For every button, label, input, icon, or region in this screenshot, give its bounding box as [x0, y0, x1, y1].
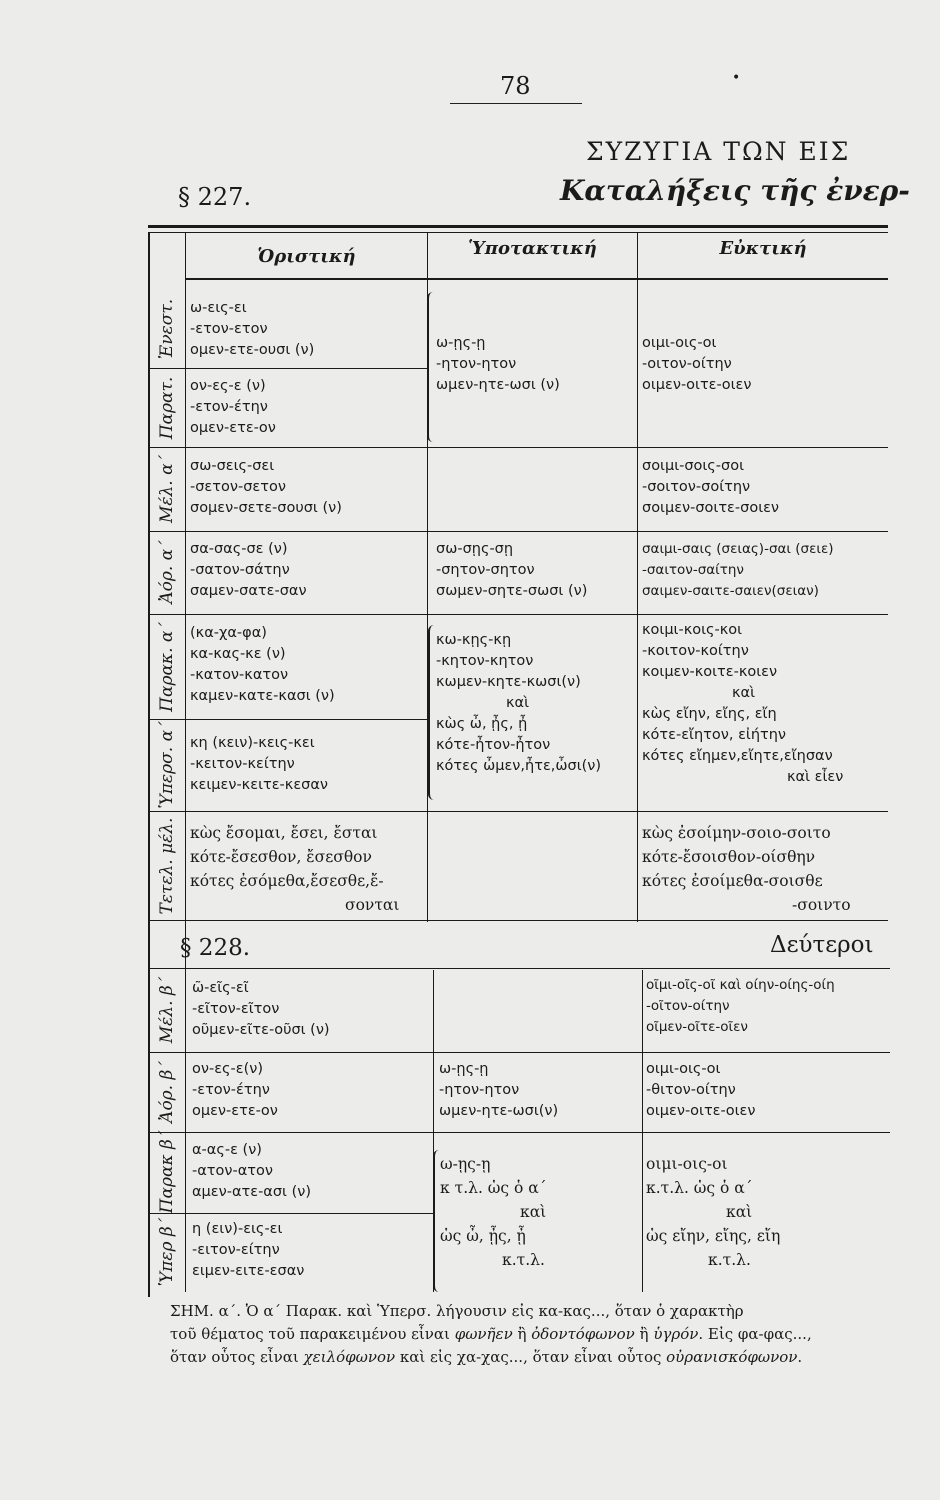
form: σομεν-σετε-σουσι (ν): [190, 500, 342, 516]
form: κη (κειν)-κεις-κει: [190, 735, 315, 751]
form: κὼς ἐσοίμην-σοιο-σοιτο: [642, 824, 831, 842]
row-label-perfect-b: Παρακ β΄: [157, 1130, 177, 1214]
cell-aorist-a-indicative: [190, 539, 307, 602]
form: -κατον-κατον: [190, 667, 289, 683]
form: ω-ῃς-ῃ: [436, 335, 486, 351]
form: κὼς ἔσομαι, ἔσει, ἔσται: [190, 824, 378, 842]
form: σωμεν-σητε-σωσι (ν): [436, 583, 588, 599]
form: ομεν-ετε-ον: [190, 420, 276, 436]
form: ω-εις-ει: [190, 300, 247, 316]
row-separator: [150, 614, 888, 615]
form: -σητον-σητον: [436, 562, 535, 578]
form: -ητον-ητον: [436, 356, 517, 372]
form: -ατον-ατον: [192, 1163, 273, 1179]
form: ομεν-ετε-ον: [192, 1103, 278, 1119]
form: -ετον-έτην: [192, 1082, 270, 1098]
section-227-title: Καταλήξεις τῆς ἐνερ-: [560, 174, 910, 207]
form: ειμεν-ειτε-εσαν: [192, 1263, 305, 1279]
form: κότες ὦμεν,ἦτε,ὦσι(ν): [436, 758, 602, 774]
form: καὶ εἶεν: [787, 769, 844, 785]
form: κότες ἐσόμεθα,ἔσεσθε,ἔ-: [190, 872, 384, 890]
row-label-imperfect: Παρατ.: [157, 376, 177, 440]
cell-present-indicative: [190, 298, 314, 361]
form: ὡς ὦ, ᾖς, ᾖ: [440, 1227, 526, 1245]
form: οιμι-οις-οι: [646, 1155, 728, 1173]
form: ωμεν-ητε-ωσι (ν): [436, 377, 560, 393]
form: -κητον-κητον: [436, 653, 534, 669]
form: κω-κῃς-κῃ: [436, 632, 512, 648]
form: ω-ῃς-ῃ: [440, 1155, 491, 1173]
cell-present-optative: [642, 333, 751, 396]
cell-perfect-a-indicative: [190, 623, 335, 707]
cell-perfect-a-optative: [642, 620, 843, 788]
form: καμεν-κατε-κασι (ν): [190, 688, 335, 704]
row-separator: [150, 920, 888, 921]
label-column-border: [185, 232, 186, 1292]
form: σω-σῃς-σῃ: [436, 541, 514, 557]
form: κωμεν-κητε-κωσι(ν): [436, 674, 581, 690]
form: κότε-ἔσεσθον, ἔσεσθον: [190, 848, 372, 866]
form: οῖμεν-οῖτε-οῖεν: [646, 1019, 748, 1035]
form: κὼς εἴην, εἴης, εἴη: [642, 706, 777, 722]
form: -οῖτον-οίτην: [646, 998, 730, 1014]
footnote-line-1: ΣΗΜ. α΄. Ὁ α΄ Παρακ. καὶ Ὑπερσ. λήγουσιν εἰς κα-κας..., ὅταν ὁ χαρακτὴρ: [170, 1302, 744, 1320]
cell-future-perfect-optative: [642, 821, 851, 917]
brace: [427, 292, 435, 442]
table-top-rule: [148, 225, 888, 228]
row-label-pluperfect-b: Ὑπερ β΄: [157, 1217, 177, 1287]
form: οῖμι-οῖς-οῖ καὶ οίην-οίης-οίη: [646, 977, 835, 993]
row-separator: [150, 1052, 890, 1053]
form: οιμεν-οιτε-οιεν: [642, 377, 752, 393]
cell-aorist-a-subjunctive: [436, 539, 587, 602]
form: ον-ες-ε (ν): [190, 378, 266, 394]
row-separator: [150, 368, 427, 369]
form: οιμεν-οιτε-οιεν: [646, 1103, 756, 1119]
form: κότε-ἦτον-ἦτον: [436, 737, 551, 753]
column-header-subjunctive: Ὑποτακτική: [468, 238, 597, 259]
row-separator: [150, 1132, 890, 1133]
section-228-title: Δεύτεροι: [770, 932, 874, 958]
cell-aorist-b-indicative: [192, 1059, 278, 1122]
form: -θιτον-οίτην: [646, 1082, 736, 1098]
form: σοιμι-σοις-σοι: [642, 458, 745, 474]
form: καὶ: [506, 695, 530, 711]
footnote-line-2: τοῦ θέματος τοῦ παρακειμένου εἶναι φωνῆεν ἢ ὀδοντόφωνον ἢ ὑγρόν. Εἰς φα-φας...,: [170, 1325, 812, 1343]
form: κ.τ.λ. ὡς ὁ α΄: [646, 1179, 753, 1197]
row-separator: [150, 447, 888, 448]
cell-future-b-optative: [646, 975, 835, 1038]
form: σοιμεν-σοιτε-σοιεν: [642, 500, 780, 516]
cell-imperfect-indicative: [190, 376, 276, 439]
form: -ετον-ετον: [190, 321, 268, 337]
form: κότες ἐσοίμεθα-σοισθε: [642, 872, 823, 890]
cell-aorist-b-optative: [646, 1059, 755, 1122]
row-separator: [150, 1213, 433, 1214]
table-top-rule-thin: [148, 232, 888, 233]
form: α-ας-ε (ν): [192, 1142, 262, 1158]
section-228-top-rule: [150, 968, 890, 969]
form: η (ειν)-εις-ει: [192, 1221, 283, 1237]
form: αμεν-ατε-ασι (ν): [192, 1184, 311, 1200]
row-label-present: Ἐνεστ.: [157, 298, 177, 360]
cell-perfect-b-indicative: [192, 1140, 311, 1203]
form: -ετον-έτην: [190, 399, 268, 415]
header-bottom-rule: [185, 278, 888, 280]
form: κα-κας-κε (ν): [190, 646, 286, 662]
section-228-label: § 228.: [180, 935, 251, 961]
form: ον-ες-ε(ν): [192, 1061, 264, 1077]
row-label-future-b: Μέλ. β΄: [157, 976, 177, 1044]
form: -οιτον-οίτην: [642, 356, 732, 372]
form: -ειτον-είτην: [192, 1242, 280, 1258]
form: οιμι-οις-οι: [646, 1061, 721, 1077]
cell-future-a-optative: [642, 456, 779, 519]
form: -ητον-ητον: [439, 1082, 520, 1098]
form: σα-σας-σε (ν): [190, 541, 288, 557]
cell-aorist-a-optative: [642, 539, 834, 602]
section-227-label: § 227.: [178, 183, 252, 211]
row-separator: [150, 531, 888, 532]
row-label-aorist-a: Ἀόρ. α΄: [157, 540, 177, 604]
form: κότες εἴημεν,εἴητε,εἴησαν: [642, 748, 833, 764]
cell-future-a-indicative: [190, 456, 342, 519]
column-header-optative: Εὐκτική: [719, 238, 807, 259]
form: ω-ῃς-ῃ: [439, 1061, 489, 1077]
form: κότε-ἔσοισθον-οίσθην: [642, 848, 816, 866]
form: καὶ: [726, 1203, 753, 1221]
form: κειμεν-κειτε-κεσαν: [190, 777, 329, 793]
form: κότε-εἴητον, εἰήτην: [642, 727, 787, 743]
row-label-pluperfect-a: Ὑπερσ. α΄: [157, 721, 177, 809]
row-label-future-a: Μέλ. α΄: [157, 454, 177, 524]
cell-future-perfect-indicative: [190, 821, 399, 917]
form: οῦμεν-εῖτε-οῦσι (ν): [192, 1022, 330, 1038]
form: κ τ.λ. ὡς ὁ α΄: [440, 1179, 547, 1197]
form: σονται: [345, 896, 400, 914]
form: -κειτον-κείτην: [190, 756, 295, 772]
form: (κα-χα-φα): [190, 625, 267, 641]
cell-aorist-b-subjunctive: [439, 1059, 558, 1122]
form: καὶ: [732, 685, 756, 701]
row-label-perfect-a: Παρακ. α΄: [157, 622, 177, 712]
row-separator: [150, 811, 888, 812]
cell-perfect-b-subjunctive: [440, 1152, 547, 1272]
form: κοιμι-κοις-κοι: [642, 622, 743, 638]
form: σω-σεις-σει: [190, 458, 275, 474]
page-number: 78: [500, 72, 531, 100]
form: κ.τ.λ.: [502, 1251, 545, 1269]
form: ωμεν-ητε-ωσι(ν): [439, 1103, 559, 1119]
cell-perfect-b-optative: [646, 1152, 780, 1272]
form: σαμεν-σατε-σαν: [190, 583, 307, 599]
form: κ.τ.λ.: [708, 1251, 751, 1269]
form: -σετον-σετον: [190, 479, 286, 495]
brace: [428, 625, 436, 800]
subjunctive-column-border-228: [642, 970, 643, 1292]
form: -σαιτον-σαίτην: [642, 562, 744, 578]
form: καὶ: [520, 1203, 547, 1221]
form: ῶ-εῖς-εῖ: [192, 980, 249, 996]
cell-present-subjunctive: [436, 333, 560, 396]
form: -εῖτον-εῖτον: [192, 1001, 280, 1017]
cell-future-b-indicative: [192, 978, 330, 1041]
page-number-rule: [450, 103, 582, 104]
row-label-future-perfect: Τετελ. μέλ.: [157, 817, 177, 915]
cell-pluperfect-a-indicative: [190, 733, 328, 796]
table-left-border: [148, 232, 150, 1297]
form: -σατον-σάτην: [190, 562, 290, 578]
column-header-indicative: Ὁριστική: [257, 246, 356, 267]
footnote: [170, 1300, 910, 1369]
footnote-line-3: ὅταν οὗτος εἶναι χειλόφωνον καὶ εἰς χα-χας..., ὅταν εἶναι οὗτος οὐρανισκόφωνον.: [170, 1348, 803, 1366]
form: κὼς ὦ, ᾖς, ᾖ: [436, 716, 528, 732]
form: σαιμι-σαις (σειας)-σαι (σειε): [642, 541, 834, 557]
form: -σοιντο: [792, 896, 851, 914]
cell-pluperfect-b-indicative: [192, 1219, 304, 1282]
form: σαιμεν-σαιτε-σαιεν(σειαν): [642, 583, 819, 599]
cell-perfect-a-subjunctive: [436, 630, 601, 777]
form: οιμι-οις-οι: [642, 335, 717, 351]
speck: •: [732, 70, 741, 86]
form: -σοιτον-σοίτην: [642, 479, 751, 495]
form: κοιμεν-κοιτε-κοιεν: [642, 664, 778, 680]
row-separator: [150, 719, 427, 720]
running-header: ΣΥΖΥΓΙΑ ΤΩΝ ΕΙΣ: [586, 137, 851, 166]
row-label-aorist-b: Ἀόρ. β΄: [157, 1061, 177, 1123]
form: ομεν-ετε-ουσι (ν): [190, 342, 315, 358]
form: ὡς εἴην, εἴης, εἴη: [646, 1227, 781, 1245]
form: -κοιτον-κοίτην: [642, 643, 749, 659]
subjunctive-column-border: [637, 232, 638, 922]
